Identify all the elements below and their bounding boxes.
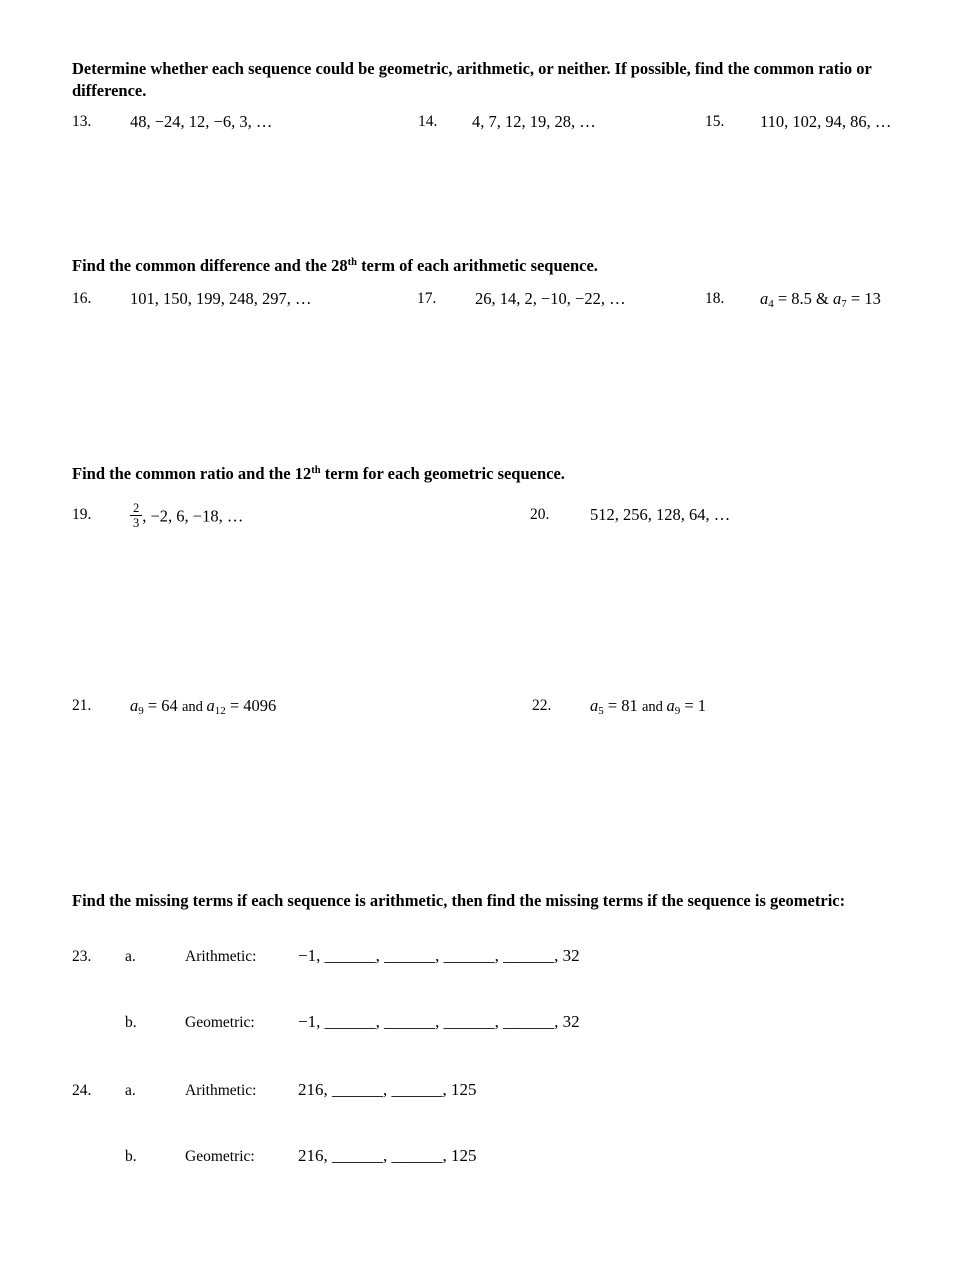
problem-23a-label: Arithmetic: (185, 948, 257, 965)
problem-23b-sequence: −1, ______, ______, ______, ______, 32 (298, 1012, 580, 1031)
expression-text: = 64 (143, 696, 182, 715)
problem-24b-sequence: 216, ______, ______, 125 (298, 1146, 477, 1165)
section-3-heading-superscript: th (311, 465, 321, 476)
problem-17-number: 17. (417, 290, 437, 307)
problem-24-number: 24. (72, 1082, 92, 1099)
fraction-numerator: 2 (130, 501, 142, 516)
fraction (130, 501, 142, 531)
expression-text: = 1 (680, 696, 707, 715)
subscript-index: 9 (138, 705, 144, 717)
subscript-index: 9 (674, 705, 681, 717)
subscript-index: 5 (598, 705, 604, 717)
problem-22-expression (590, 696, 706, 716)
problem-16-sequence: 101, 150, 199, 248, 297, … (130, 289, 312, 308)
section-2-heading-text-after: term of each arithmetic sequence. (356, 256, 598, 275)
problem-23a-sequence: −1, ______, ______, ______, ______, 32 (298, 946, 580, 965)
problem-24a-sequence: 216, ______, ______, 125 (298, 1080, 477, 1099)
problem-18-number: 18. (705, 290, 725, 307)
conjunction-and: and (641, 699, 667, 715)
problem-24a-letter: a. (125, 1082, 136, 1099)
math-variable-a: a (666, 696, 675, 715)
expression-text: = 4096 (225, 696, 277, 715)
section-2-heading-text: Find the common difference and the 28 (72, 256, 348, 275)
problem-21-expression (130, 696, 276, 716)
fraction-denominator: 3 (133, 516, 140, 531)
section-1-heading: Determine whether each sequence could be geometric, arithmetic, or neither. If possible, find the common ratio or difference. (72, 59, 872, 100)
section-2-heading-superscript: th (347, 257, 357, 268)
math-variable-a: a (590, 696, 599, 715)
problem-15-number: 15. (705, 113, 725, 130)
problem-22-number: 22. (532, 697, 552, 714)
expression-text: = 13 (846, 289, 881, 308)
section-3-heading-text: Find the common ratio and the 12 (72, 464, 312, 483)
problem-19-number: 19. (72, 506, 92, 523)
problem-15-sequence: 110, 102, 94, 86, … (760, 112, 892, 131)
problem-23b-label: Geometric: (185, 1014, 255, 1031)
math-variable-a: a (130, 696, 139, 715)
problem-24a-label: Arithmetic: (185, 1082, 257, 1099)
section-2-heading (72, 255, 932, 277)
problem-20-number: 20. (530, 506, 550, 523)
sequence-rest: , −2, 6, −18, … (142, 506, 244, 526)
problem-24b-label: Geometric: (185, 1148, 255, 1165)
problem-23-number: 23. (72, 948, 92, 965)
problem-24b-letter: b. (125, 1148, 137, 1165)
math-variable-a: a (760, 289, 769, 308)
problem-14-sequence: 4, 7, 12, 19, 28, … (472, 112, 596, 131)
math-variable-a: a (833, 289, 842, 308)
problem-18-expression (760, 289, 881, 309)
problem-17-sequence: 26, 14, 2, −10, −22, … (475, 289, 626, 308)
problem-23a-letter: a. (125, 948, 136, 965)
subscript-index: 7 (841, 298, 847, 310)
problem-13-number: 13. (72, 113, 92, 130)
problem-23b-letter: b. (125, 1014, 137, 1031)
section-4-heading: Find the missing terms if each sequence is arithmetic, then find the missing terms if the sequence is geometric: (72, 891, 846, 910)
problem-19-sequence (130, 501, 244, 531)
math-variable-a: a (206, 696, 215, 715)
expression-text: = 81 (603, 696, 642, 715)
expression-text: = 8.5 & (773, 289, 834, 308)
subscript-index: 4 (768, 298, 774, 310)
problem-14-number: 14. (418, 113, 438, 130)
problem-21-number: 21. (72, 697, 92, 714)
conjunction-and: and (181, 699, 207, 715)
problem-13-sequence: 48, −24, 12, −6, 3, … (130, 112, 273, 131)
section-3-heading (72, 463, 932, 485)
problem-16-number: 16. (72, 290, 92, 307)
section-3-heading-text-after: term for each geometric sequence. (320, 464, 565, 483)
subscript-index: 12 (214, 705, 226, 717)
problem-20-sequence: 512, 256, 128, 64, … (590, 505, 731, 524)
